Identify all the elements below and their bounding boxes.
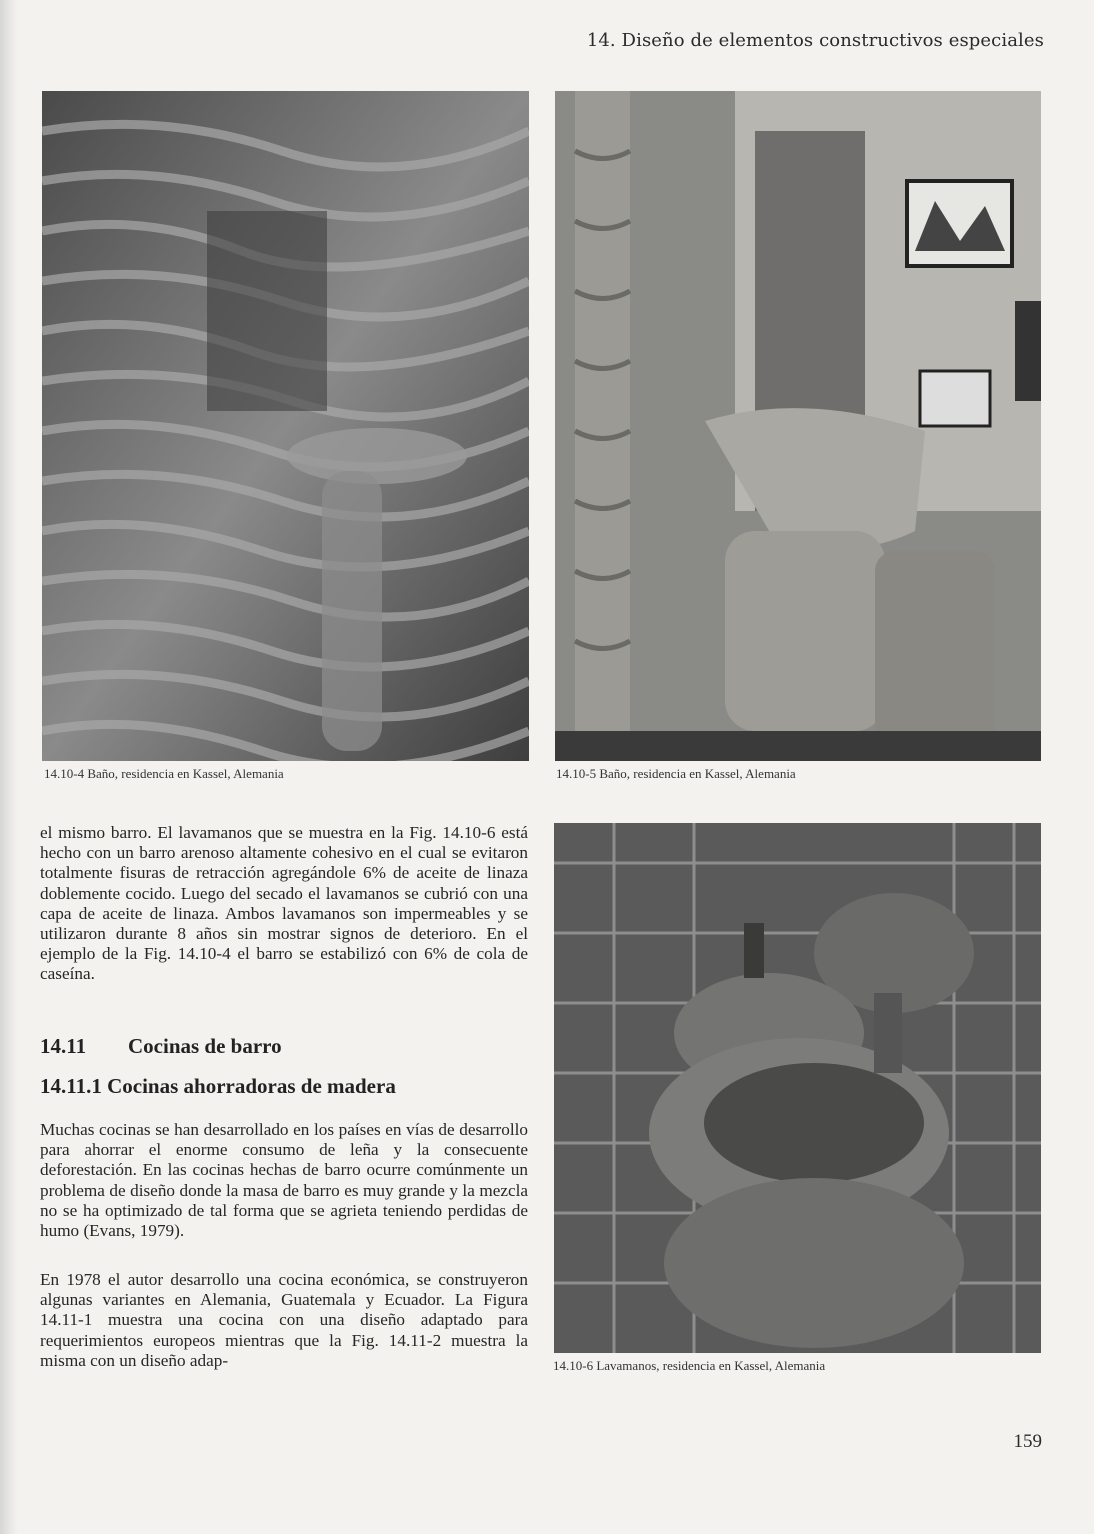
section-14-11-1-heading bbox=[40, 1074, 396, 1099]
paragraph-1 bbox=[40, 823, 528, 985]
paragraph-2 bbox=[40, 1120, 528, 1241]
section-14-11-number: 14.11 bbox=[40, 1034, 87, 1058]
chapter-header: 14. Diseño de elementos constructivos especiales bbox=[586, 30, 1044, 51]
section-14-11-1-number: 14.11.1 bbox=[40, 1074, 102, 1098]
section-14-11-heading bbox=[40, 1034, 282, 1059]
paragraph-2-text: Muchas cocinas se han desarrollado en los países en vías de desarrollo para ahorrar el enorme consumo de leña y la consecuente deforestación. En las cocinas hechas de barro ocurre comúnmente un problema de diseño donde la masa de barro es muy grande y la mezcla no se ha optimizado de tal forma que se agrieta teniendo perdidas de humo (Evans, 1979). bbox=[40, 1120, 528, 1241]
section-14-11-1-title: Cocinas ahorradoras de madera bbox=[107, 1074, 396, 1098]
scan-edge-shadow bbox=[0, 0, 18, 1534]
paragraph-3-text: En 1978 el autor desarrollo una cocina económica, se construyeron algunas variantes en Alemania, Guatemala y Ecuador. La Figura 14.11-1 muestra una cocina con una diseño adaptado para requerimientos europeos mientras que la Fig. 14.11-2 muestra la misma con un diseño adap- bbox=[40, 1270, 528, 1370]
figure-14-10-5-photo bbox=[555, 91, 1041, 761]
page-number: 159 bbox=[1013, 1431, 1042, 1452]
figure-14-10-4-caption: 14.10-4 Baño, residencia en Kassel, Alemania bbox=[44, 766, 284, 781]
figure-14-10-5-caption: 14.10-5 Baño, residencia en Kassel, Alemania bbox=[556, 766, 796, 781]
figure-14-10-6-caption: 14.10-6 Lavamanos, residencia en Kassel, Alemania bbox=[553, 1358, 826, 1373]
section-14-11-title: Cocinas de barro bbox=[128, 1034, 282, 1058]
figure-14-10-4-photo bbox=[42, 91, 529, 761]
paragraph-3 bbox=[40, 1270, 528, 1371]
paragraph-1-text: el mismo barro. El lavamanos que se muestra en la Fig. 14.10-6 está hecho con un barro arenoso altamente cohesivo en el cual se evitaron totalmente fisuras de retracción agregándole 6% de aceite de linaza doblemente cocido. Luego del secado el lavamanos se cubrió con una capa de aceite de linaza. Ambos lavamanos son impermeables y se utilizaron durante 8 años sin mostrar signos de deterioro. En el ejemplo de la Fig. 14.10-4 el barro se estabilizó con 6% de cola de caseína. bbox=[40, 823, 528, 984]
figure-14-10-6-photo bbox=[554, 823, 1041, 1353]
